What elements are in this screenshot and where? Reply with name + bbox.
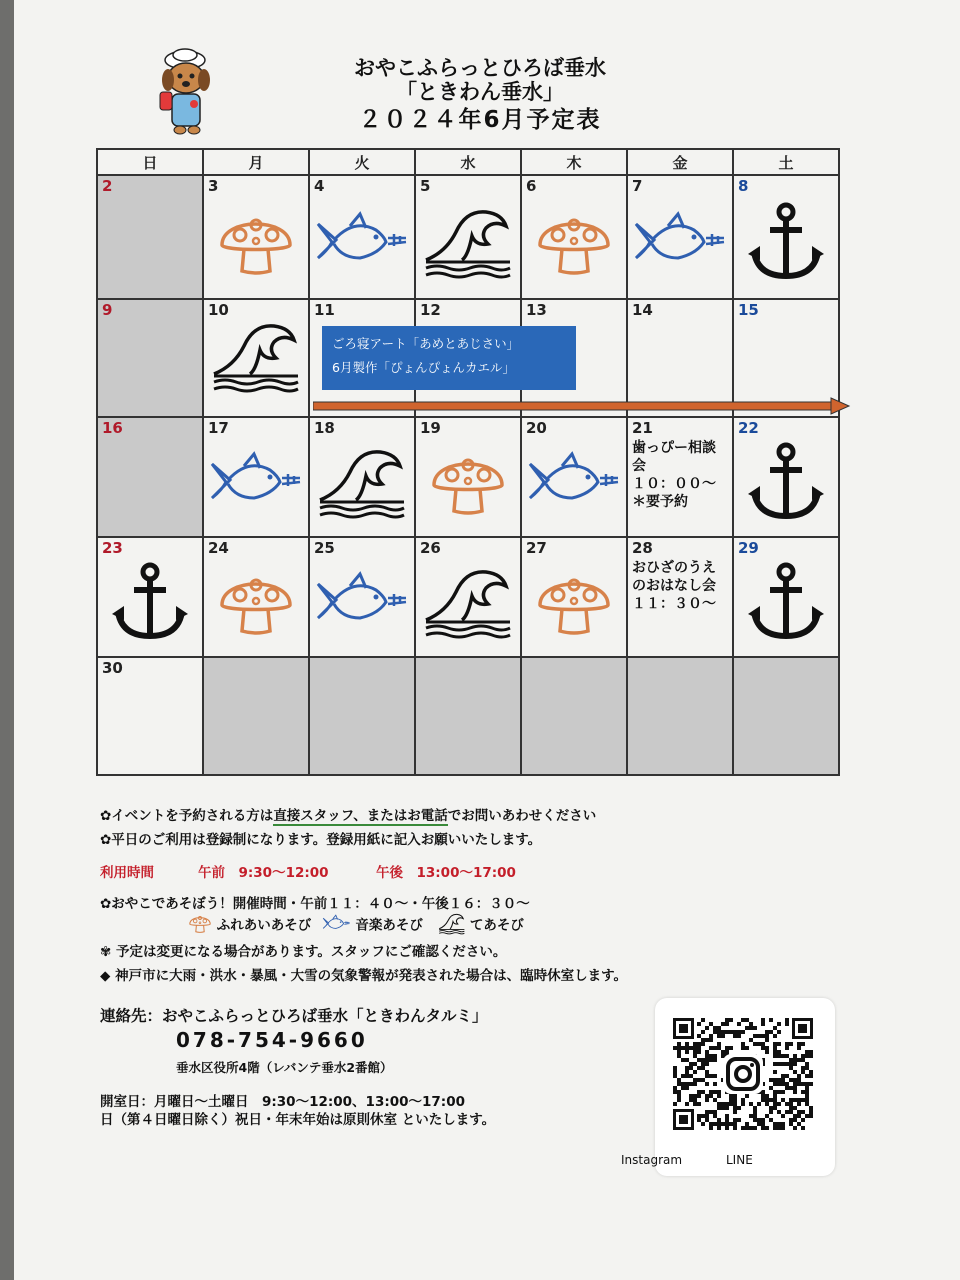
day-number: 18 <box>314 419 335 437</box>
qr-card <box>655 998 835 1176</box>
hours-am: 午前 9:30～12:00 <box>198 865 329 881</box>
open-days: 開室日：月曜日～土曜日 9:30～12:00、13:00～17:00 <box>100 1094 465 1110</box>
wave-icon <box>422 204 514 284</box>
day-number: 21 <box>632 419 653 437</box>
mushroom-icon <box>216 565 296 643</box>
legend <box>188 912 524 939</box>
day-number: 4 <box>314 177 325 195</box>
weekday-sun: 日 <box>97 149 203 175</box>
anchor-icon <box>748 442 824 526</box>
week-row-4 <box>97 537 839 657</box>
event-line: 歯っぴー相談 <box>632 440 716 456</box>
empty-cell <box>521 657 627 775</box>
event-line: １１：３０～ <box>632 596 716 612</box>
weekday-tue: 火 <box>309 149 415 175</box>
weekday-fri: 金 <box>627 149 733 175</box>
day-cell <box>733 417 839 537</box>
day-cell <box>627 175 733 299</box>
day-number: 14 <box>632 301 653 319</box>
day-number: 6 <box>526 177 537 195</box>
instagram-label: Instagram <box>621 1153 683 1167</box>
day-cell <box>733 537 839 657</box>
week-row-5 <box>97 657 839 775</box>
day-number: 5 <box>420 177 431 195</box>
weekday-header-row <box>97 149 839 175</box>
note-registration: ✿平日のご利用は登録制になります。登録用紙に記入お願いいたします。 <box>100 832 542 848</box>
hours-pm: 午後 13:00～17:00 <box>376 865 516 881</box>
header-title-line1: おやこふらっとひろば垂水 <box>354 56 606 80</box>
contact-phone: 078-754-9660 <box>176 1028 368 1052</box>
wave-icon <box>422 564 514 644</box>
day-cell <box>97 175 203 299</box>
day-cell <box>521 417 627 537</box>
line-label: LINE <box>726 1153 753 1167</box>
period-arrow-icon <box>313 397 853 415</box>
fish-icon <box>208 450 304 518</box>
mushroom-icon <box>216 205 296 283</box>
event-line: おひざのうえ <box>632 560 716 576</box>
note-underlined: 直接スタッフ、またはお電話 <box>273 808 448 824</box>
craft-banner <box>322 326 576 390</box>
day-number: 17 <box>208 419 229 437</box>
event-line: １０：００～ <box>632 476 716 492</box>
qr-code-icon[interactable] <box>673 1018 813 1130</box>
note-schedule-change: ✾ 予定は変更になる場合があります。スタッフにご確認ください。 <box>100 944 507 960</box>
weekday-thu: 木 <box>521 149 627 175</box>
anchor-icon <box>112 562 188 646</box>
day-number: 22 <box>738 419 759 437</box>
note-text: ✿イベントを予約される方は <box>100 808 274 824</box>
fish-icon <box>632 210 728 278</box>
empty-cell <box>309 657 415 775</box>
wave-icon <box>438 912 466 939</box>
empty-cell <box>203 657 309 775</box>
day-number: 12 <box>420 301 441 319</box>
day-cell <box>627 417 733 537</box>
day-cell <box>309 417 415 537</box>
note-reservation <box>100 804 596 824</box>
day-number: 29 <box>738 539 759 557</box>
day-cell <box>203 417 309 537</box>
mushroom-icon <box>534 565 614 643</box>
day-cell <box>415 417 521 537</box>
day-number: 20 <box>526 419 547 437</box>
day-number: 16 <box>102 419 123 437</box>
play-times: ✿おやこであそぼう！開催時間・午前１１：４０～・午後１６：３０～ <box>100 896 530 912</box>
day-cell <box>415 537 521 657</box>
day-number: 8 <box>738 177 749 195</box>
day-cell <box>97 299 203 417</box>
weekday-mon: 月 <box>203 149 309 175</box>
empty-cell <box>733 657 839 775</box>
event-storytime <box>632 559 716 613</box>
legend-label: 音楽あそび <box>355 917 423 934</box>
day-number: 13 <box>526 301 547 319</box>
contact-label: 連絡先：おやこふらっとひろば垂水「ときわんタルミ」 <box>100 1007 488 1025</box>
mushroom-icon <box>534 205 614 283</box>
mushroom-icon <box>428 445 508 523</box>
day-number: 10 <box>208 301 229 319</box>
closed-days: 日（第４日曜日除く）祝日・年末年始は原則休室 といたします。 <box>100 1112 496 1128</box>
day-number: 2 <box>102 177 113 195</box>
day-number: 9 <box>102 301 113 319</box>
day-number: 26 <box>420 539 441 557</box>
event-line: 会 <box>632 458 646 474</box>
day-number: 30 <box>102 659 123 677</box>
day-cell <box>309 175 415 299</box>
day-cell <box>627 537 733 657</box>
empty-cell <box>627 657 733 775</box>
fish-icon <box>314 570 410 638</box>
week-row-3 <box>97 417 839 537</box>
day-number: 28 <box>632 539 653 557</box>
day-cell <box>97 417 203 537</box>
day-cell <box>733 175 839 299</box>
event-line: のおはなし会 <box>632 578 716 594</box>
mascot-dog-icon <box>150 40 220 140</box>
header-title-line2: 「ときわん垂水」 <box>396 80 564 104</box>
day-number: 3 <box>208 177 219 195</box>
day-cell <box>203 175 309 299</box>
banner-line: ごろ寝アート「あめとあじさい」 <box>332 336 520 351</box>
day-number: 23 <box>102 539 123 557</box>
weekday-sat: 土 <box>733 149 839 175</box>
hours-label: 利用時間 <box>100 865 154 881</box>
fish-icon <box>526 450 622 518</box>
day-cell <box>415 175 521 299</box>
note-weather-closure: ◆ 神戸市に大雨・洪水・暴風・大雪の気象警報が発表された場合は、臨時休室します。 <box>100 968 628 984</box>
event-dental-consultation <box>632 439 716 511</box>
day-number: 7 <box>632 177 643 195</box>
day-cell <box>97 537 203 657</box>
day-cell <box>309 537 415 657</box>
note-text: でお問いあわせください <box>447 808 597 824</box>
day-number: 25 <box>314 539 335 557</box>
legend-label: てあそび <box>469 917 524 934</box>
day-number: 19 <box>420 419 441 437</box>
day-cell <box>203 537 309 657</box>
weekday-wed: 水 <box>415 149 521 175</box>
banner-line: 6月製作「ぴょんぴょんカエル」 <box>332 360 515 375</box>
wave-icon <box>316 444 408 524</box>
anchor-icon <box>748 562 824 646</box>
calendar-grid <box>96 148 840 776</box>
day-number: 15 <box>738 301 759 319</box>
event-line: ＊要予約 <box>632 494 688 510</box>
empty-cell <box>415 657 521 775</box>
day-number: 24 <box>208 539 229 557</box>
fish-icon <box>322 914 351 937</box>
anchor-icon <box>748 202 824 286</box>
day-cell <box>521 175 627 299</box>
mushroom-icon <box>188 912 212 938</box>
day-number: 27 <box>526 539 547 557</box>
week-row-1 <box>97 175 839 299</box>
header-title-line3: ２０２４年6月予定表 <box>358 107 602 133</box>
day-cell <box>203 299 309 417</box>
fish-icon <box>314 210 410 278</box>
wave-icon <box>210 318 302 398</box>
day-number: 11 <box>314 301 335 319</box>
legend-label: ふれあいあそび <box>216 917 312 934</box>
day-cell <box>521 537 627 657</box>
contact-address: 垂水区役所4階（レバンテ垂水2番館） <box>176 1060 393 1075</box>
day-cell <box>97 657 203 775</box>
